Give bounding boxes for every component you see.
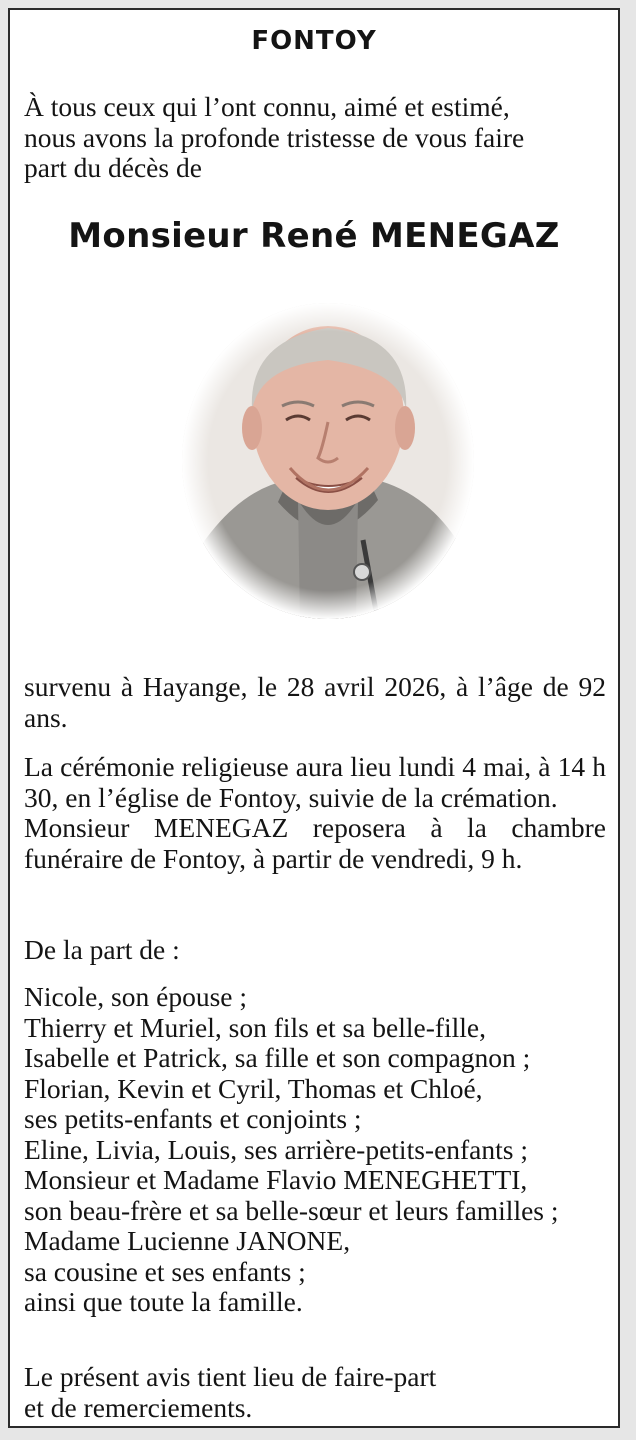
family-line: Madame Lucienne JANONE, [24, 1225, 351, 1256]
ceremony-paragraph [24, 752, 606, 874]
family-line: Eline, Livia, Louis, ses arrière-petits-enfants ; [24, 1133, 528, 1165]
obituary-notice [8, 8, 620, 1428]
death-notice: survenu à Hayange, le 28 avril 2026, à l’âge de 92 ans. [24, 671, 606, 733]
family-line: Florian, Kevin et Cyril, Thomas et Chloé, [24, 1072, 483, 1104]
intro-line: nous avons la profonde tristesse de vous faire [24, 121, 525, 153]
ceremony-text: La cérémonie religieuse aura lieu lundi 4 mai, à 14 h 30, en l’église de Fontoy, suivie de la crémation. [24, 751, 606, 813]
closing-line: Le présent avis tient lieu de faire-part [24, 1361, 437, 1392]
from-paragraph [24, 935, 606, 966]
intro-paragraph [24, 92, 606, 184]
family-list [24, 982, 606, 1318]
family-line: Monsieur et Madame Flavio MENEGHETTI, [24, 1164, 528, 1195]
from-label: De la part de : [24, 934, 180, 965]
town-heading: FONTOY [251, 26, 377, 56]
rest-text: Monsieur MENEGAZ reposera à la chambre funéraire de Fontoy, à partir de vendredi, 9 h. [24, 812, 606, 874]
family-line: Thierry et Muriel, son fils et sa belle-fille, [24, 1011, 487, 1043]
intro-line: À tous ceux qui l’ont connu, aimé et estimé, [24, 91, 510, 122]
portrait-photo-icon [178, 300, 478, 622]
family-line: ainsi que toute la famille. [24, 1286, 303, 1317]
intro-line: part du décès de [24, 152, 202, 183]
closing-paragraph [24, 1362, 606, 1423]
closing-line: et de remerciements. [24, 1391, 253, 1423]
family-line: sa cousine et ses enfants ; [24, 1255, 306, 1287]
portrait-photo [178, 300, 478, 622]
deceased-name: Monsieur René MENEGAZ [68, 216, 560, 256]
family-line: son beau-frère et sa belle-sœur et leurs familles ; [24, 1194, 559, 1226]
family-line: Isabelle et Patrick, sa fille et son compagnon ; [24, 1042, 531, 1073]
family-line: ses petits-enfants et conjoints ; [24, 1103, 362, 1134]
death-paragraph [24, 672, 606, 733]
family-line: Nicole, son épouse ; [24, 981, 248, 1012]
